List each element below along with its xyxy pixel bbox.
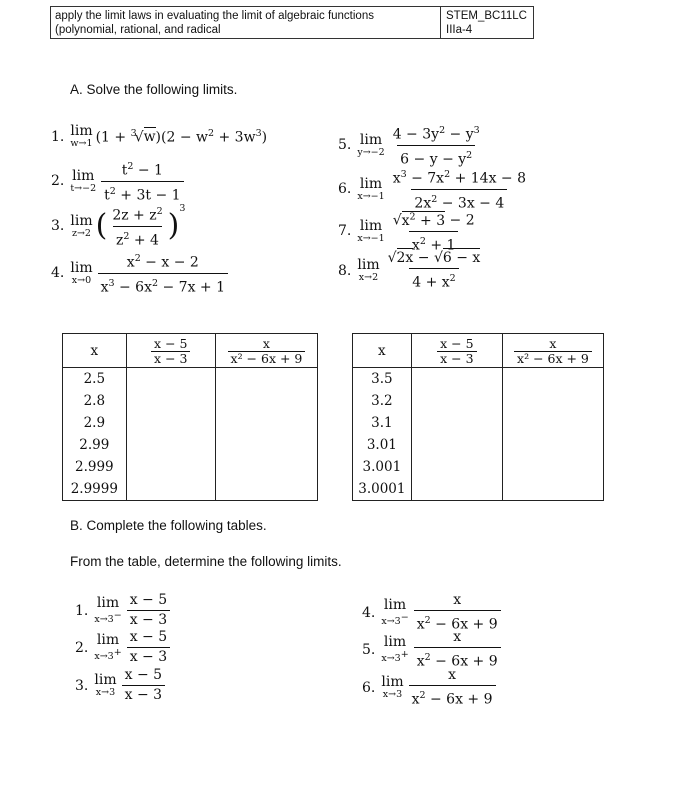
- answer-cell[interactable]: [215, 412, 317, 434]
- answer-cell[interactable]: [502, 434, 603, 456]
- answer-cell[interactable]: [126, 390, 215, 412]
- table-cell: 3.1: [353, 412, 412, 434]
- answer-cell[interactable]: [502, 390, 603, 412]
- col-x: x: [353, 334, 412, 368]
- competency-cell: apply the limit laws in evaluating the limit of algebraic functions (polynomial, rational, and radical: [51, 7, 441, 38]
- b-problem-4: 4. lim x→3− $\frac{x}{x^2 - 6x + 9}$: [362, 592, 503, 634]
- answer-cell[interactable]: [126, 456, 215, 478]
- table-cell: 3.001: [353, 456, 412, 478]
- problem-number: 4.: [362, 604, 376, 621]
- code-cell: [441, 7, 533, 38]
- problem-number: 2.: [75, 639, 89, 656]
- table-cell: 3.2: [353, 390, 412, 412]
- b-problem-6: 6. lim x→3 $\frac{x}{x^2 - 6x + 9}$: [362, 667, 498, 709]
- answer-cell[interactable]: [411, 456, 502, 478]
- problem-number: 5.: [362, 641, 376, 658]
- problem-3: 3. lim z→2 ( $\frac{2z + z^2}{z^2 + 4}$ ) $^3$: [51, 203, 186, 249]
- table-cell: 2.9: [63, 412, 127, 434]
- table-cell: 2.8: [63, 390, 127, 412]
- col-g: $\frac{x}{\text{x² − 6x + 9}}$: [215, 334, 317, 368]
- problem-number: 1.: [75, 602, 89, 619]
- col-g: $\frac{x}{\text{x² − 6x + 9}}$: [502, 334, 603, 368]
- col-x: x: [63, 334, 127, 368]
- col-f: $\frac{x - 5}{x - 3}$: [126, 334, 215, 368]
- problem-number: 3.: [51, 218, 65, 235]
- section-b-instruction: From the table, determine the following limits.: [70, 554, 342, 569]
- answer-cell[interactable]: [411, 368, 502, 391]
- answer-cell[interactable]: [411, 434, 502, 456]
- answer-cell[interactable]: [502, 478, 603, 501]
- table-left: [62, 333, 318, 501]
- answer-cell[interactable]: [126, 412, 215, 434]
- problem-2: 2. lim t→−2 $\frac{t^2 - 1}{t^2 + 3t - 1}$: [51, 158, 186, 204]
- problem-6: 6. lim x→−1 $\frac{x^3 - 7x^2 + 14x - 8}{2x^2 - 3x - 4}$: [338, 169, 527, 212]
- table-right: [352, 333, 604, 501]
- problem-number: 7.: [338, 223, 352, 240]
- table-cell: 2.999: [63, 456, 127, 478]
- answer-cell[interactable]: [126, 434, 215, 456]
- problem-number: 6.: [362, 679, 376, 696]
- answer-cell[interactable]: [502, 456, 603, 478]
- b-problem-1: 1. lim x→3− $\frac{x - 5}{x - 3}$: [75, 592, 172, 629]
- answer-cell[interactable]: [126, 478, 215, 501]
- problem-number: 6.: [338, 181, 352, 198]
- b-problem-3: 3. lim x→3 $\frac{x - 5}{x - 3}$: [75, 667, 167, 704]
- answer-cell[interactable]: [215, 434, 317, 456]
- answer-cell[interactable]: [215, 368, 317, 391]
- problem-number: 2.: [51, 173, 65, 190]
- problem-8: 8. lim x→2 $\frac{√2x - √6 - x}{4 + x^2}$: [338, 250, 481, 291]
- problem-5: 5. lim y→−2 $\frac{4 - 3y^2 - y^3}{6 - y - y^2}$: [338, 125, 480, 168]
- table-cell: 3.0001: [353, 478, 412, 501]
- answer-cell[interactable]: [411, 478, 502, 501]
- col-f: $\frac{x - 5}{x - 3}$: [411, 334, 502, 368]
- answer-cell[interactable]: [126, 368, 215, 391]
- answer-cell[interactable]: [411, 390, 502, 412]
- answer-cell[interactable]: [502, 368, 603, 391]
- code-line-1: STEM_BC11LC: [446, 10, 527, 22]
- header-table: [50, 6, 534, 39]
- problem-1: 1. lim w→1 $(1 + ^3√w)(2 - w^2 + 3w^3)$: [51, 123, 268, 149]
- problem-7: 7. lim x→−1 $\frac{√x^2 + 3 - 2}{x^2 + 1}$: [338, 211, 475, 254]
- answer-cell[interactable]: [411, 412, 502, 434]
- answer-cell[interactable]: [215, 456, 317, 478]
- answer-cell[interactable]: [215, 390, 317, 412]
- problem-number: 8.: [338, 262, 352, 279]
- table-cell: 2.9999: [63, 478, 127, 501]
- code-line-2: IIIa-4: [446, 24, 473, 36]
- table-cell: 2.5: [63, 368, 127, 391]
- problem-4: 4. lim x→0 $\frac{x^2 - x - 2}{x^3 - 6x^2 - 7x + 1}$: [51, 250, 230, 296]
- section-a-title: A. Solve the following limits.: [70, 82, 238, 97]
- section-b-title: B. Complete the following tables.: [70, 518, 267, 533]
- problem-number: 5.: [338, 137, 352, 154]
- b-problem-2: 2. lim x→3+ $\frac{x - 5}{x - 3}$: [75, 629, 172, 666]
- table-cell: 3.5: [353, 368, 412, 391]
- problem-number: 4.: [51, 265, 65, 282]
- problem-number: 1.: [51, 128, 65, 145]
- answer-cell[interactable]: [215, 478, 317, 501]
- problem-number: 3.: [75, 677, 89, 694]
- table-cell: 2.99: [63, 434, 127, 456]
- b-problem-5: 5. lim x→3+ $\frac{x}{x^2 - 6x + 9}$: [362, 629, 503, 671]
- table-cell: 3.01: [353, 434, 412, 456]
- answer-cell[interactable]: [502, 412, 603, 434]
